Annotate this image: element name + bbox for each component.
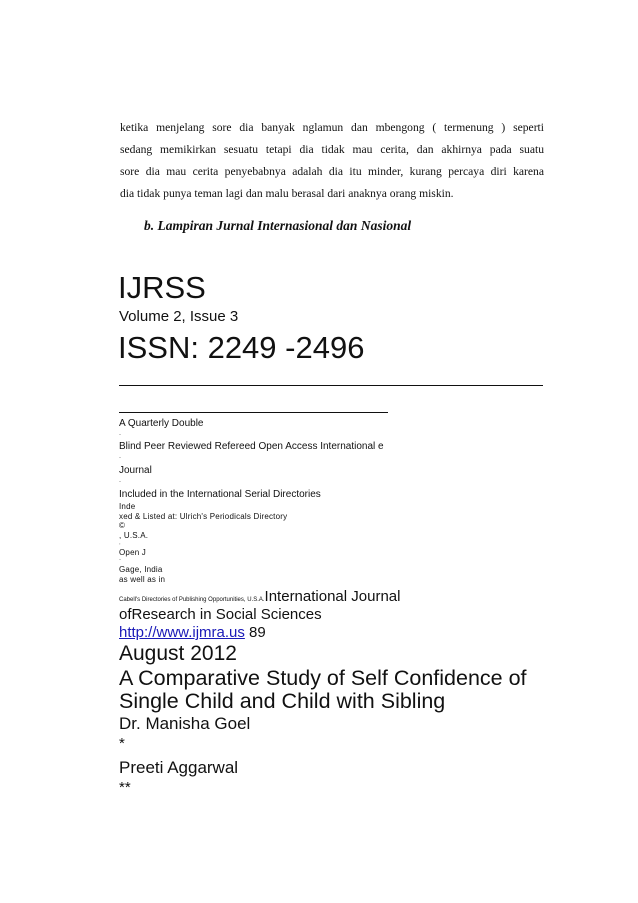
masthead-line: Gage, India — [119, 565, 163, 574]
author-name: Dr. Manisha Goel — [119, 714, 251, 733]
masthead-directories-line — [119, 588, 400, 606]
paragraph-line: sore dia mau cerita penyebabnya adalah dia itu minder, kurang percaya diri karena — [120, 165, 544, 178]
article-date: August 2012 — [119, 642, 237, 665]
masthead-dash: - — [119, 455, 121, 461]
journal-full-name-part: International Journal — [264, 588, 401, 605]
journal-url-line — [119, 624, 266, 642]
copyright-mark: © — [119, 521, 126, 530]
journal-issn: ISSN: 2249 -2496 — [118, 330, 365, 365]
directories-text: Cabell's Directories of Publishing Opportunities, U.S.A. — [119, 597, 265, 603]
page-number: 89 — [249, 624, 266, 641]
masthead-line: Journal — [119, 465, 152, 476]
paragraph-line: sedang memikirkan sesuatu tetapi dia tidak mau cerita, dan akhirnya pada suatu — [120, 143, 544, 156]
masthead-line: Inde — [119, 502, 136, 511]
masthead-dash: - — [119, 557, 121, 563]
section-subheading: b. Lampiran Jurnal Internasional dan Nasional — [144, 218, 412, 233]
masthead-dash: , — [119, 540, 121, 546]
header-rule — [119, 385, 543, 386]
author-name: Preeti Aggarwal — [119, 758, 239, 777]
masthead-line: xed & Listed at: Ulrich's Periodicals Directory — [119, 512, 288, 521]
masthead-line: Blind Peer Reviewed Refereed Open Access International e — [119, 441, 384, 452]
masthead-dash: - — [119, 432, 121, 438]
masthead-line: Included in the International Serial Directories — [119, 489, 321, 500]
masthead-dash: - — [119, 479, 121, 485]
author-mark: * — [119, 735, 125, 752]
article-title-line: Single Child and Child with Sibling — [119, 689, 446, 713]
masthead-line: as well as in — [119, 575, 166, 584]
body-paragraph — [120, 117, 544, 205]
journal-url-link[interactable]: http://www.ijmra.us — [119, 624, 245, 641]
masthead-line: A Quarterly Double — [119, 418, 204, 429]
journal-name: IJRSS — [118, 270, 206, 305]
masthead-line: Open J — [119, 548, 146, 557]
author-mark: ** — [119, 779, 131, 796]
journal-volume: Volume 2, Issue 3 — [119, 308, 239, 325]
article-title-line: A Comparative Study of Self Confidence of — [119, 666, 527, 690]
paragraph-line: dia tidak punya teman lagi dan malu berasal dari anaknya orang miskin. — [120, 187, 454, 200]
masthead-line: , U.S.A. — [119, 531, 149, 540]
paragraph-line: ketika menjelang sore dia banyak nglamun dan mbengong ( termenung ) seperti — [120, 121, 544, 134]
journal-full-name: ofResearch in Social Sciences — [119, 606, 322, 623]
header-rule-short — [119, 412, 388, 413]
